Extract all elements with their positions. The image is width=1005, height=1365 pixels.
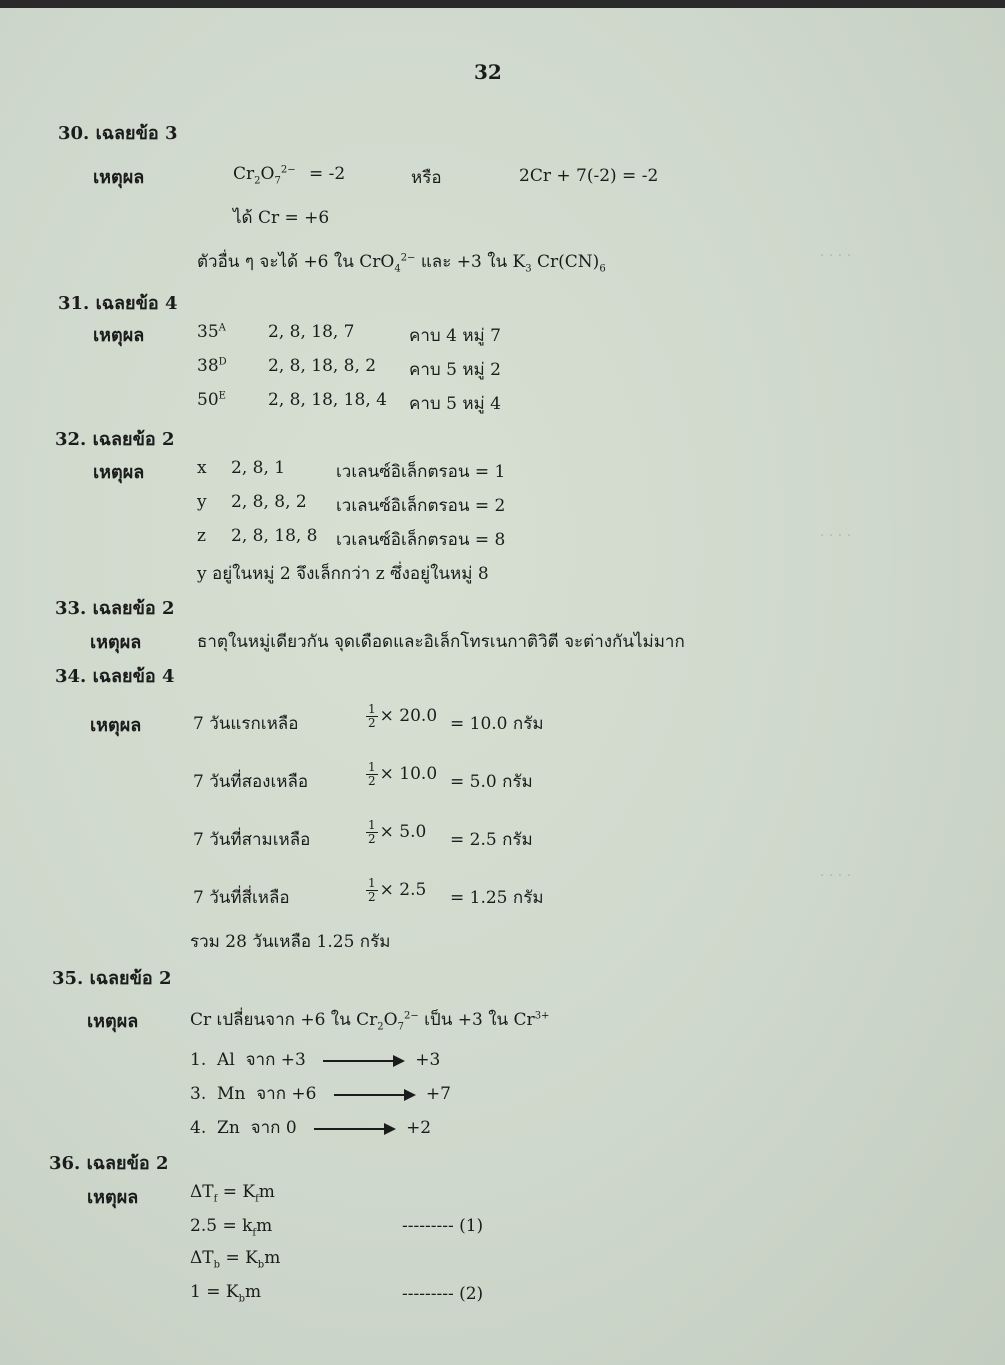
q35-row: 1. Al จาก +3 +3 bbox=[190, 1050, 441, 1070]
q31-config: 2, 8, 18, 8, 2 bbox=[268, 356, 377, 376]
question-31-heading: 31. เฉลยข้อ 4 bbox=[58, 293, 178, 314]
q34-expression: $\frac{1}{2}$ × 10.0 bbox=[368, 760, 438, 788]
reason-label: เหตุผล bbox=[87, 1011, 139, 1032]
question-30-heading: 30. เฉลยข้อ 3 bbox=[58, 123, 178, 144]
right-arrow-icon bbox=[334, 1094, 414, 1096]
q35-row: 4. Zn จาก 0 +2 bbox=[190, 1118, 432, 1138]
q32-element: x bbox=[197, 458, 207, 478]
q33-text: ธาตุในหมู่เดียวกัน จุดเดือดและอิเล็กโทรเนกาติวิตี จะต่างกันไม่มาก bbox=[197, 632, 685, 652]
q32-element: z bbox=[197, 526, 206, 546]
q35-intro: Cr เปลี่ยนจาก +6 ใน $Cr_2O_7^{2-}$ เป็น +3 ใน $Cr^{3+}$ bbox=[190, 1010, 550, 1033]
q31-config: 2, 8, 18, 7 bbox=[268, 322, 355, 342]
q32-element: y bbox=[197, 492, 207, 512]
chromate-formula: CrO$_4^{2-}$ bbox=[359, 252, 416, 275]
ferricyanide-formula: $K_3$ $Cr(CN)_6$ bbox=[512, 252, 606, 275]
page-number: 32 bbox=[474, 60, 502, 84]
q34-total: รวม 28 วันเหลือ 1.25 กรัม bbox=[190, 932, 391, 952]
q36-eq-1: $\Delta T_f = K_fm$ bbox=[190, 1182, 275, 1205]
q36-eq-4: $1 = K_bm$ bbox=[190, 1282, 262, 1305]
q35-row: 3. Mn จาก +6 +7 bbox=[190, 1084, 451, 1104]
q34-result: = 2.5 กรัม bbox=[450, 830, 533, 850]
reason-label: เหตุผล bbox=[93, 325, 145, 346]
right-arrow-icon bbox=[323, 1060, 403, 1062]
question-34-heading: 34. เฉลยข้อ 4 bbox=[55, 666, 175, 687]
reason-label: เหตุผล bbox=[87, 1187, 139, 1208]
q34-expression: $\frac{1}{2}$ × 5.0 bbox=[368, 818, 427, 846]
q31-period: คาบ 5 หมู่ 4 bbox=[409, 394, 501, 414]
q36-eq-3: $\Delta T_b = K_bm$ bbox=[190, 1248, 281, 1271]
q34-result: = 10.0 กรัม bbox=[450, 714, 544, 734]
q32-valence: เวเลนซ์อิเล็กตรอน = 2 bbox=[336, 496, 506, 516]
q34-label: 7 วันแรกเหลือ bbox=[193, 714, 299, 734]
q34-expression: $\frac{1}{2}$ × 20.0 bbox=[368, 702, 438, 730]
question-35-heading: 35. เฉลยข้อ 2 bbox=[52, 968, 172, 989]
reason-label: เหตุผล bbox=[90, 632, 142, 653]
q36-eq-2: $2.5 = k_fm$ bbox=[190, 1216, 273, 1239]
q32-valence: เวเลนซ์อิเล็กตรอน = 1 bbox=[336, 462, 506, 482]
q32-note: y อยู่ในหมู่ 2 จึงเล็กกว่า z ซึ่งอยู่ในหมู่ 8 bbox=[197, 564, 489, 584]
question-33-heading: 33. เฉลยข้อ 2 bbox=[55, 598, 175, 619]
q31-row: $35^A$ bbox=[197, 322, 226, 342]
q34-result: = 5.0 กรัม bbox=[450, 772, 533, 792]
q36-tag-1: --------- (1) bbox=[402, 1216, 484, 1236]
q31-config: 2, 8, 18, 18, 4 bbox=[268, 390, 387, 410]
q32-config: 2, 8, 18, 8 bbox=[231, 526, 318, 546]
reason-label: เหตุผล bbox=[93, 167, 145, 188]
reason-label: เหตุผล bbox=[90, 715, 142, 736]
right-arrow-icon bbox=[314, 1128, 394, 1130]
q34-label: 7 วันที่สองเหลือ bbox=[193, 772, 309, 792]
q34-label: 7 วันที่สามเหลือ bbox=[193, 830, 311, 850]
question-32-heading: 32. เฉลยข้อ 2 bbox=[55, 429, 175, 450]
q31-row: $38^D$ bbox=[197, 356, 227, 376]
q31-row: $50^E$ bbox=[197, 390, 226, 410]
scan-edge bbox=[0, 0, 1005, 8]
bleed-through-text: · · · · bbox=[820, 528, 852, 544]
q30-or: หรือ bbox=[411, 168, 442, 188]
q31-period: คาบ 4 หมู่ 7 bbox=[409, 326, 501, 346]
q32-config: 2, 8, 1 bbox=[231, 458, 286, 478]
dichromate-formula: $Cr_2O_7^{2-}$ bbox=[356, 1010, 419, 1033]
q30-line-2: ได้ Cr = +6 bbox=[233, 208, 330, 228]
reason-label: เหตุผล bbox=[93, 462, 145, 483]
q30-line-1: $Cr_2O_7^{2-} = -2$ bbox=[233, 164, 346, 187]
q31-period: คาบ 5 หมู่ 2 bbox=[409, 360, 501, 380]
q32-valence: เวเลนซ์อิเล็กตรอน = 8 bbox=[336, 530, 506, 550]
q34-expression: $\frac{1}{2}$ × 2.5 bbox=[368, 876, 427, 904]
q30-equation: 2Cr + 7(-2) = -2 bbox=[519, 166, 659, 186]
question-36-heading: 36. เฉลยข้อ 2 bbox=[49, 1153, 169, 1174]
q34-label: 7 วันที่สี่เหลือ bbox=[193, 888, 290, 908]
dichromate-formula: $Cr_2O_7^{2-}$ bbox=[233, 164, 296, 187]
bleed-through-text: · · · · bbox=[820, 248, 852, 264]
q30-line-3: ตัวอื่น ๆ จะได้ +6 ใน CrO$_4^{2-}$ และ +3 ใน $K_3$ $Cr(CN)_6$ bbox=[197, 252, 606, 275]
q36-tag-2: --------- (2) bbox=[402, 1284, 484, 1304]
bleed-through-text: · · · · bbox=[820, 868, 852, 884]
q34-result: = 1.25 กรัม bbox=[450, 888, 544, 908]
chromium-ion: $Cr^{3+}$ bbox=[513, 1010, 550, 1030]
q32-config: 2, 8, 8, 2 bbox=[231, 492, 307, 512]
